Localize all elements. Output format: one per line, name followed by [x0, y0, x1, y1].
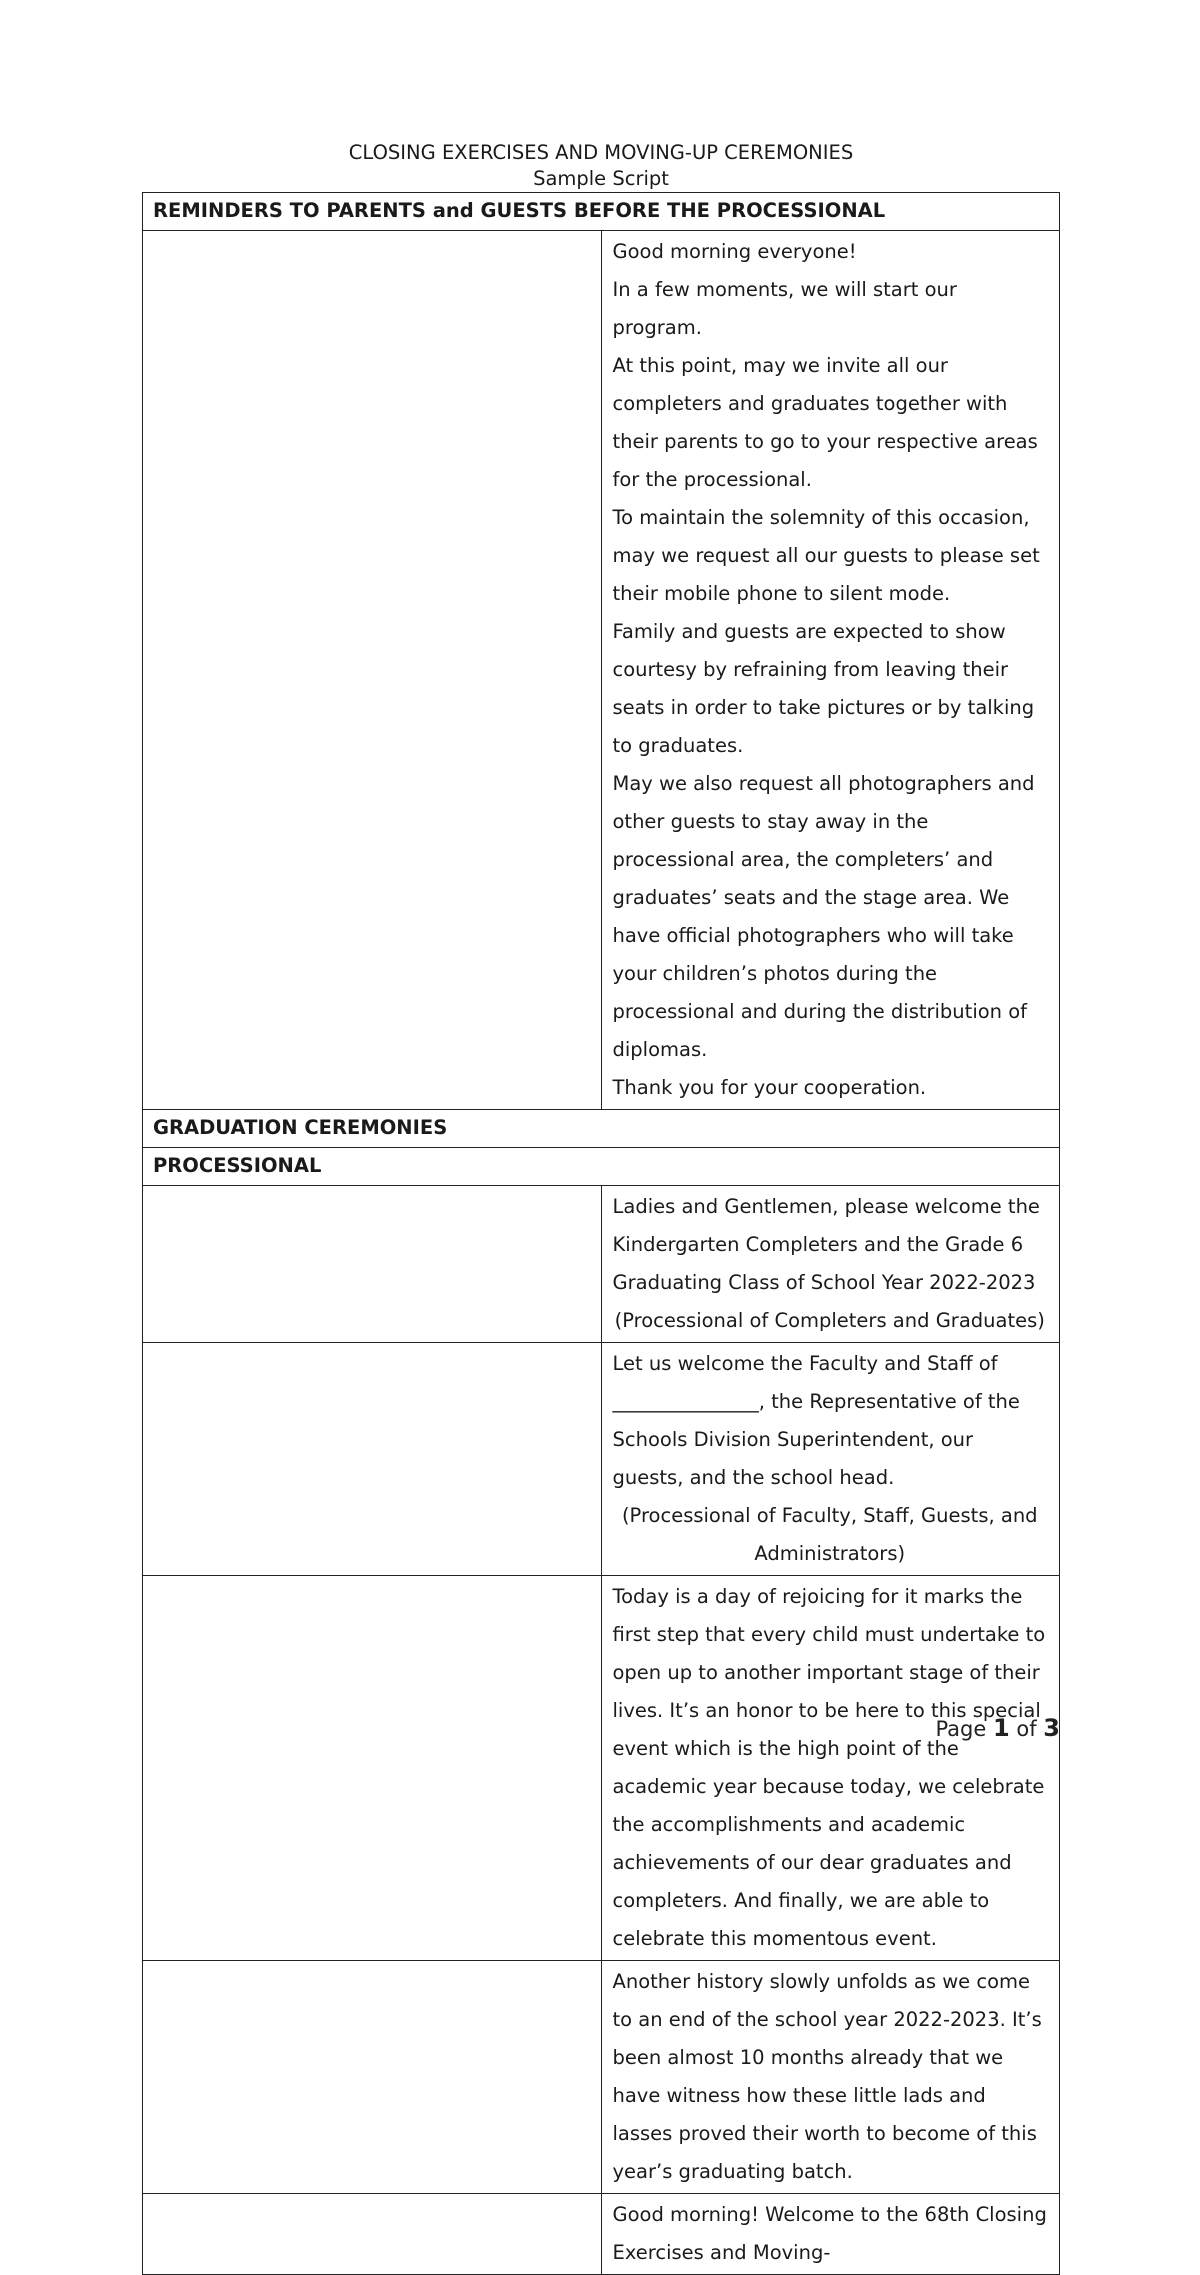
table-row: [143, 231, 1060, 1110]
of-label: of: [1016, 1717, 1037, 1741]
document-subtitle: Sample Script: [533, 167, 669, 190]
speaker-cell: [143, 1343, 602, 1576]
table-row: [143, 1576, 1060, 1961]
reminder-line: At this point, may we invite all our completers and graduates together with their parents to go to your respective areas for the processional.: [612, 354, 1038, 491]
reminders-cell: [601, 231, 1060, 1110]
table-row: [143, 1148, 1060, 1186]
graduation-header: GRADUATION CEREMONIES: [143, 1110, 1060, 1148]
paragraph-5-text: Good morning! Welcome to the 68th Closing Exercises and Moving-: [612, 2203, 1047, 2264]
paragraph-3-text: Today is a day of rejoicing for it marks the first step that every child must undertake to open up to another important stage of their lives. It’s an honor to be here to this special event which is the high point of the academic year because today, we celebrate the accomplishments and academic achievements of our dear graduates and completers. And finally, we are able to celebrate this momentous event.: [612, 1585, 1046, 1950]
speaker-cell: [143, 1576, 602, 1961]
reminder-line: Family and guests are expected to show courtesy by refraining from leaving their seats in order to take pictures or by talking to graduates.: [612, 620, 1035, 757]
document-title: CLOSING EXERCISES AND MOVING-UP CEREMONIES: [348, 141, 854, 164]
reminders-header: REMINDERS TO PARENTS and GUESTS BEFORE THE PROCESSIONAL: [143, 193, 1060, 231]
processional-1-text: Ladies and Gentlemen, please welcome the Kindergarten Completers and the Grade 6 Graduating Class of School Year 2022-2023: [612, 1195, 1040, 1294]
table-row: [143, 193, 1060, 231]
processional-2-note: (Processional of Faculty, Staff, Guests, and Administrators): [621, 1504, 1038, 1565]
page-number: 1: [992, 1714, 1010, 1742]
reminder-line: Good morning everyone!: [612, 240, 857, 263]
processional-1-note: (Processional of Completers and Graduates): [614, 1309, 1045, 1332]
processional-header: PROCESSIONAL: [143, 1148, 1060, 1186]
total-pages: 3: [1043, 1714, 1060, 1742]
table-row: [143, 1343, 1060, 1576]
table-row: [143, 1186, 1060, 1343]
speaker-cell: [143, 1186, 602, 1343]
paragraph-4-cell: [601, 1961, 1060, 2194]
paragraph-5-cell: [601, 2194, 1060, 2275]
page-footer: [935, 1714, 1060, 1742]
speaker-cell: [143, 231, 602, 1110]
table-row: [143, 1110, 1060, 1148]
reminder-line: To maintain the solemnity of this occasion, may we request all our guests to please set their mobile phone to silent mode.: [612, 506, 1040, 605]
processional-2-text: Let us welcome the Faculty and Staff of _______________, the Representative of the Schools Division Superintendent, our guests, and the school head.: [612, 1352, 1020, 1489]
processional-1-cell: [601, 1186, 1060, 1343]
paragraph-4-text: Another history slowly unfolds as we come to an end of the school year 2022-2023. It’s been almost 10 months already that we have witness how these little lads and lasses proved their worth to become of this year’s graduating batch.: [612, 1970, 1042, 2183]
speaker-cell: [143, 1961, 602, 2194]
reminder-line: Thank you for your cooperation.: [612, 1076, 927, 1099]
table-row: [143, 1961, 1060, 2194]
processional-2-cell: [601, 1343, 1060, 1576]
page-label: Page: [935, 1717, 987, 1741]
script-table: [142, 192, 1060, 2275]
speaker-cell: [143, 2194, 602, 2275]
reminder-line: In a few moments, we will start our program.: [612, 278, 957, 339]
paragraph-3-cell: [601, 1576, 1060, 1961]
table-row: [143, 2194, 1060, 2275]
reminder-line: May we also request all photographers and other guests to stay away in the processional area, the completers’ and graduates’ seats and the stage area. We have official photographers who will take your children’s photos during the processional and during the distribution of diplomas.: [612, 772, 1035, 1061]
